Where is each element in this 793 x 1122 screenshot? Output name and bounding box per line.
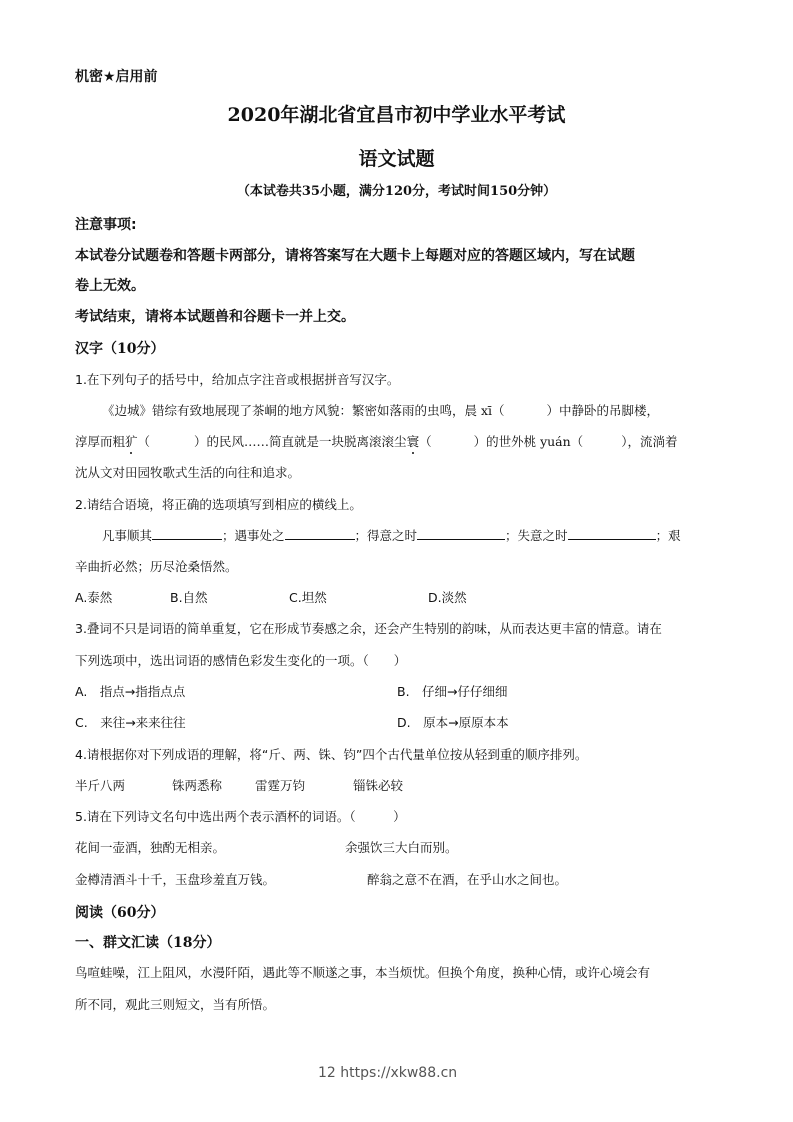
q2-prompt: 2.请结合语境，将正确的选项填写到相应的横线上。 bbox=[75, 497, 362, 512]
q1-passage-line-3: 沈从文对田园牧歌式生活的向往和追求。 bbox=[75, 465, 301, 480]
q2-blank-1[interactable] bbox=[152, 527, 222, 540]
exam-title: 2020年湖北省宜昌市初中学业水平考试 bbox=[227, 104, 566, 126]
q1-text: 《边城》错综有致地展现了茶峒的地方风貌：繁密如落雨的虫鸣，晨 xī（ bbox=[102, 403, 505, 418]
reading-intro-line-1: 鸟喧蛙噪，江上阻风，水漫阡陌，遇此等不顺遂之事，本当烦忧。但换个角度，换种心情，或许心境会有 bbox=[75, 965, 651, 980]
q1-text: ）的民风……简直就是一块脱离滚滚尘 bbox=[194, 434, 407, 449]
exam-subtitle: 语文试题 bbox=[358, 148, 435, 170]
notice-line-2: 卷上无效。 bbox=[75, 278, 145, 294]
q2-line-2: 辛曲折必然；历尽沧桑悟然。 bbox=[75, 559, 238, 574]
q2-option-c: C.坦然 bbox=[289, 590, 327, 605]
q3-option-a: A. 指点→指指点点 bbox=[75, 684, 186, 699]
q4-idiom-3: 雷霆万钧 bbox=[255, 778, 306, 793]
q1-text: ），流淌着 bbox=[621, 434, 678, 449]
q1-passage-line-1 bbox=[102, 401, 659, 419]
q2-text: ；艰 bbox=[655, 528, 681, 543]
q2-blank-2[interactable] bbox=[285, 527, 355, 540]
page-footer bbox=[318, 1065, 457, 1081]
q5-line-3: 金樽清酒斗十千，玉盘珍羞直万钱。 bbox=[75, 872, 276, 887]
q2-option-d: D.淡然 bbox=[428, 590, 467, 605]
q1-text: 淳厚而粗 bbox=[75, 434, 126, 449]
notice-line-3: 考试结束，请将本试题兽和谷题卡一并上交。 bbox=[75, 309, 355, 325]
notice-heading: 注意事项: bbox=[75, 217, 137, 233]
confidential-label: 机密★启用前 bbox=[75, 69, 158, 85]
q5-line-1: 花间一壶酒，独酌无相亲。 bbox=[75, 840, 226, 855]
q3-option-c: C. 来往→来来往往 bbox=[75, 715, 186, 730]
q4-prompt: 4.请根据你对下列成语的理解，将“斤、两、铢、钧”四个古代量单位按从轻到重的顺序排列。 bbox=[75, 747, 588, 762]
q3-option-b: B. 仔细→仔仔细细 bbox=[397, 684, 508, 699]
section-reading-subheading: 一、群文汇读（18分） bbox=[75, 935, 221, 951]
q2-text: 凡事顺其 bbox=[102, 528, 153, 543]
dotted-char-huan: 寰 bbox=[406, 434, 420, 449]
q4-idiom-2: 铢两悉称 bbox=[172, 778, 223, 793]
q2-blank-3[interactable] bbox=[417, 527, 505, 540]
exam-info: （本试卷共35小题，满分120分，考试时间150分钟） bbox=[236, 184, 557, 199]
q1-prompt: 1.在下列句子的括号中，给加点字注音或根据拼音写汉字。 bbox=[75, 372, 400, 387]
q1-text: （ bbox=[137, 434, 151, 449]
q5-prompt: 5.请在下列诗文名句中选出两个表示酒杯的词语。（ ） bbox=[75, 809, 406, 824]
q2-text: ；得意之时 bbox=[354, 528, 418, 543]
reading-intro-line-2: 所不同，观此三则短文，当有所悟。 bbox=[75, 997, 276, 1012]
q2-text: ；遇事处之 bbox=[222, 528, 285, 543]
notice-line-1: 本试卷分试题卷和答题卡两部分，请将答案写在大题卡上每题对应的答题区域内，写在试题 bbox=[75, 248, 635, 264]
q3-line-1: 3.叠词不只是词语的简单重复，它在形成节奏感之余，还会产生特别的韵味，从而表达更丰富的情意。请在 bbox=[75, 621, 662, 636]
dotted-char-guang: 犷 bbox=[125, 434, 138, 449]
q1-text: ）中静卧的吊脚楼， bbox=[546, 403, 660, 418]
q3-option-d: D. 原本→原原本本 bbox=[397, 715, 509, 730]
footer-url[interactable]: https://xkw88.cn bbox=[340, 1065, 458, 1081]
q4-idiom-1: 半斤八两 bbox=[75, 778, 126, 793]
q1-passage-line-2 bbox=[75, 432, 677, 450]
q1-text: （ bbox=[419, 434, 432, 449]
q1-text: ）的世外桃 yuán（ bbox=[473, 434, 584, 449]
q2-line-1 bbox=[102, 526, 681, 544]
page-number: 12 bbox=[318, 1065, 336, 1081]
q3-line-2: 下列选项中，选出词语的感情色彩发生变化的一项。（ ） bbox=[75, 653, 407, 668]
q4-idiom-4: 锱铢必较 bbox=[353, 778, 404, 793]
q5-line-4: 醉翁之意不在酒，在乎山水之间也。 bbox=[367, 872, 568, 887]
q2-text: ；失意之时 bbox=[505, 528, 568, 543]
q2-blank-4[interactable] bbox=[568, 527, 656, 540]
section-reading-heading: 阅读（60分） bbox=[75, 905, 165, 921]
q2-option-a: A.泰然 bbox=[75, 590, 113, 605]
q5-line-2: 余强饮三大白而别。 bbox=[345, 840, 458, 855]
q2-option-b: B.自然 bbox=[170, 590, 208, 605]
section-hanzi-heading: 汉字（10分） bbox=[75, 341, 165, 357]
